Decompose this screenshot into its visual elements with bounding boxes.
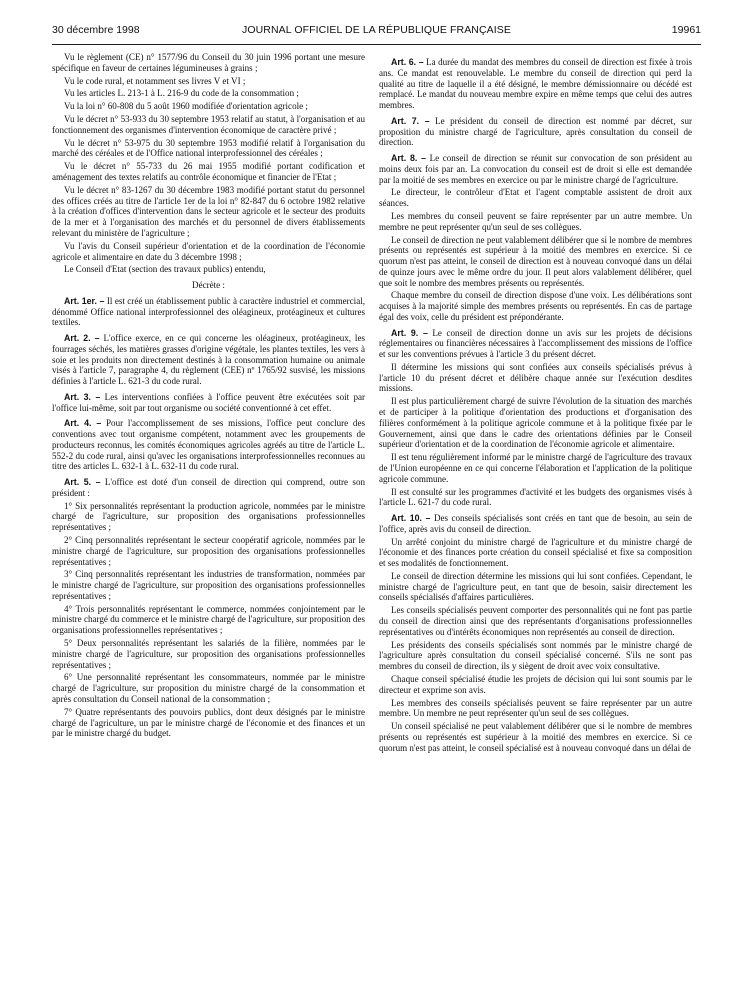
paragraph <box>379 605 692 637</box>
paragraph-text: Un arrêté conjoint du ministre chargé de l'agriculture et du ministre chargé de l'économie et des finances porte création du conseil spécialisé et fixe sa composition et ses modalités de fonctionnement. <box>379 536 692 569</box>
article-paragraph <box>379 57 692 111</box>
paragraph-text: Les interventions confiées à l'office peuvent être exécutées soit par l'office lui-même, soit par tout organisme ou société conventionné à cet effet. <box>52 391 365 413</box>
paragraph <box>52 241 365 263</box>
paragraph-text: Le directeur, le contrôleur d'Etat et l'agent comptable assistent de droit aux séances. <box>379 187 692 209</box>
paragraph <box>52 88 365 99</box>
paragraph <box>52 76 365 87</box>
journal-title: JOURNAL OFFICIEL DE LA RÉPUBLIQUE FRANÇAISE <box>242 24 511 36</box>
paragraph-text: Vu le décret n° 53-933 du 30 septembre 1953 relatif au statut, à l'organisation et au fonctionnement des organismes d'intervention économique de caractère privé ; <box>52 114 365 135</box>
paragraph-text: Le conseil de direction donne un avis sur les projets de décisions réglementaires ou financières nécessaires à l'accomplissement des missions de l'office et sur les conventions prévues à l'article 3 du présent décret. <box>379 327 692 360</box>
paragraph-text: 2° Cinq personnalités représentant le secteur coopératif agricole, nommées par le ministre chargé de l'agriculture, sur proposition des organisations professionnelles représentatives ; <box>52 535 365 567</box>
article-number: Art. 2. – <box>64 333 100 344</box>
paragraph <box>379 674 692 696</box>
paragraph-text: Vu la loi n° 60-808 du 5 août 1960 modifiée d'orientation agricole ; <box>64 101 308 112</box>
header-rule <box>52 44 701 45</box>
article-number: Art. 7. – <box>391 115 430 126</box>
article-paragraph <box>379 328 692 360</box>
article-number: Art. 4. – <box>64 418 102 429</box>
paragraph-text: Il est plus particulièrement chargé de suivre l'évolution de la situation des marchés et de participer à la politique d'orientation des productions et d'organisation des filières conformément à la politique agricole commune et à la politique fixée par le Gouvernement, ainsi que dans le cadre des orientations définies par le Conseil supérieur d'orientation et de la coordination de l'économie agricole et alimentaire. <box>379 396 692 450</box>
article-paragraph <box>379 513 692 535</box>
paragraph-text: Le conseil de direction se réunit sur convocation de son président au moins deux fois par an. La convocation du conseil est de droit si elle est demandée par la moitié de ses membres en exercice ou par le ministre chargé de l'agriculture. <box>379 153 692 185</box>
paragraph <box>52 535 365 567</box>
article-paragraph <box>52 477 365 499</box>
paragraph <box>52 707 365 739</box>
paragraph <box>379 640 692 672</box>
article-number: Art. 10. – <box>391 513 431 523</box>
paragraph <box>379 396 692 450</box>
paragraph-text: 6° Une personnalité représentant les consommateurs, nommée par le ministre chargé de l'agriculture, sur proposition du ministre chargé de la consommation et après consultation du Conseil national de la consommation ; <box>52 672 365 704</box>
paragraph-text: Pour l'accomplissement de ses missions, l'office peut conclure des conventions avec tout organisme compétent, notamment avec les groupements de producteurs reconnus, les comités économiques agricoles agréés au titre de l'article L. 552-2 du code rural, ainsi qu'avec les organisations interprofessionnelles reconnues au titre des articles L. 632-1 à L. 632-11 du code rural. <box>52 418 365 472</box>
article-number: Art. 6. – <box>391 57 424 67</box>
paragraph <box>379 721 692 753</box>
paragraph-text: Vu le décret n° 55-733 du 26 mai 1955 modifié portant codification et aménagement des textes relatifs au contrôle économique et financier de l'Etat ; <box>52 161 365 183</box>
paragraph <box>52 501 365 533</box>
paragraph-text: Le président du conseil de direction est nommé par décret, sur proposition du ministre chargé de l'agriculture, après consultation du conseil de direction. <box>379 115 692 148</box>
article-paragraph <box>52 333 365 387</box>
paragraph <box>52 264 365 275</box>
article-number: Art. 5. – <box>64 477 101 488</box>
paragraph-text: Décrète : <box>192 280 225 291</box>
article-number: Art. 1er. – <box>64 295 105 306</box>
paragraph <box>379 187 692 209</box>
article-paragraph <box>379 116 692 148</box>
paragraph <box>52 672 365 704</box>
paragraph <box>52 114 365 136</box>
paragraph-text: Les conseils spécialisés peuvent comporter des personnalités qui ne font pas partie du conseil de direction ainsi que des représentants d'organisations professionnelles représentatives ou d'intérêts économiques non représentés au conseil de direction. <box>379 605 692 637</box>
paragraph-text: Chaque membre du conseil de direction dispose d'une voix. Les délibérations sont acquises à la majorité simple des membres présents ou représentés. En cas de partage égal des voix, celle du président est prépondérante. <box>379 290 692 322</box>
article-paragraph <box>52 392 365 414</box>
paragraph-text: Il est consulté sur les programmes d'activité et les budgets des organismes visés à l'article L. 621-7 du code rural. <box>379 486 692 508</box>
right-column <box>379 52 692 756</box>
paragraph-text: 4° Trois personnalités représentant le commerce, nommées conjointement par le ministre chargé du commerce et le ministre chargé de l'agriculture, sur proposition des organisations professionnelles représentatives ; <box>52 603 365 636</box>
publication-date: 30 décembre 1998 <box>52 24 140 36</box>
paragraph <box>52 161 365 183</box>
paragraph-text: Vu le code rural, et notamment ses livres V et VI ; <box>64 75 246 86</box>
paragraph-text: Le conseil de direction détermine les missions qui lui sont confiées. Cependant, le ministre chargé de l'agriculture peut, en tant que de besoin, saisir directement les conseils spécialisés d'affaires particulières. <box>379 570 692 603</box>
paragraph-text: 5° Deux personnalités représentant les salariés de la filière, nommées par le ministre chargé de l'agriculture, sur proposition des organisations professionnelles représentatives ; <box>52 638 365 670</box>
paragraph-text: Un conseil spécialisé ne peut valablement délibérer que si le nombre de membres présents ou représentés est supérieur à la moitié des membres en exercice. Si ce quorum n'est pas atteint, le conseil spécialisé est à nouveau convoqué dans un délai de <box>379 721 692 753</box>
paragraph-text: Vu le décret n° 53-975 du 30 septembre 1953 modifié relatif à l'organisation du marché des céréales et de l'Office national interprofessionnel des céréales ; <box>52 137 365 159</box>
paragraph <box>379 362 692 394</box>
paragraph <box>379 698 692 720</box>
paragraph <box>379 235 692 289</box>
paragraph-text: 1° Six personnalités représentant la production agricole, nommées par le ministre chargé de l'agriculture, sur proposition des organisations professionnelles représentatives ; <box>52 500 365 533</box>
paragraph <box>52 280 365 291</box>
paragraph-text: Vu le règlement (CE) n° 1577/96 du Conseil du 30 juin 1996 portant une mesure spécifique en faveur de certaines légumineuses à grains ; <box>52 52 365 73</box>
paragraph-text: La durée du mandat des membres du conseil de direction est fixée à trois ans. Ce mandat est renouvelable. Le membre du conseil de direction qui perd la qualité au titre de laquelle il a été désigné, le membre démissionnaire ou décédé est remplacé. Le mandat du nouveau membre expire en même temps que celui des autres membres. <box>379 57 692 110</box>
paragraph-text: Il détermine les missions qui sont confiées aux conseils spécialisés prévus à l'article 10 du présent décret et délibère chaque année sur l'exécution desdites missions. <box>379 361 692 394</box>
article-number: Art. 8. – <box>391 153 426 163</box>
paragraph-text: Vu les articles L. 213-1 à L. 216-9 du code de la consommation ; <box>64 88 299 99</box>
page-header <box>52 24 701 42</box>
paragraph-text: Des conseils spécialisés sont créés en tant que de besoin, au sein de l'office, après avis du conseil de direction. <box>379 513 692 534</box>
paragraph <box>52 569 365 601</box>
paragraph <box>52 604 365 636</box>
paragraph <box>379 571 692 603</box>
paragraph <box>52 638 365 670</box>
paragraph-text: 3° Cinq personnalités représentant les industries de transformation, nommées par le ministre chargé de l'agriculture, sur proposition des organisations professionnelles représentatives ; <box>52 569 365 601</box>
paragraph-text: Chaque conseil spécialisé étudie les projets de décision qui lui sont soumis par le directeur et exprime son avis. <box>379 673 692 695</box>
paragraph-text: Les présidents des conseils spécialisés sont nommés par le ministre chargé de l'agriculture après consultation du conseil spécialisé concerné. S'ils ne sont pas membres du conseil de direction, ils y siègent de droit avec voix consultative. <box>379 639 692 672</box>
paragraph <box>379 452 692 484</box>
paragraph-text: Le conseil de direction ne peut valablement délibérer que si le nombre de membres présents ou représentés est supérieur à la moitié des membres en exercice. Si ce quorum n'est pas atteint, le conseil de direction est à nouveau convoqué dans un délai de quinze jours avec le même ordre du jour. Il peut alors valablement délibérer, quel que soit le nombre des membres présents ou représentés. <box>379 234 692 288</box>
paragraph-text: Vu l'avis du Conseil supérieur d'orientation et de la coordination de l'économie agricole et alimentaire en date du 3 décembre 1998 ; <box>52 240 365 262</box>
paragraph-text: Les membres des conseils spécialisés peuvent se faire représenter par un autre membre. Un membre ne peut représenter qu'un seul de ses collègues. <box>379 697 692 719</box>
paragraph-text: Il est tenu régulièrement informé par le ministre chargé de l'agriculture des travaux de l'Union européenne en ce qui concerne l'élaboration et l'application de la politique agricole commune. <box>379 452 692 484</box>
paragraph-text: Vu le décret n° 83-1267 du 30 décembre 1983 modifié portant statut du personnel des offices créés au titre de l'article 1er de la loi n° 82-847 du 6 octobre 1982 relative à la création d'offices d'intervention dans le secteur agricole et le secteur des produits de la mer et à l'organisation des marchés et du personnel de divers établissements relevant du ministère de l'agriculture ; <box>52 184 365 238</box>
paragraph <box>52 138 365 160</box>
article-paragraph <box>52 418 365 472</box>
left-column <box>52 52 365 741</box>
paragraph <box>379 290 692 322</box>
article-paragraph <box>52 296 365 328</box>
paragraph <box>379 487 692 509</box>
paragraph <box>379 211 692 233</box>
paragraph-text: L'office est doté d'un conseil de direction qui comprend, outre son président : <box>52 477 365 498</box>
paragraph <box>52 52 365 74</box>
paragraph <box>52 185 365 239</box>
paragraph-text: Il est créé un établissement public à caractère industriel et commercial, dénommé Office national interprofessionnel des oléagineux, protéagineux et cultures textiles. <box>52 295 365 328</box>
paragraph <box>379 537 692 569</box>
page-number: 19961 <box>671 24 701 36</box>
article-paragraph <box>379 153 692 185</box>
paragraph-text: Le Conseil d'Etat (section des travaux publics) entendu, <box>64 264 266 275</box>
article-number: Art. 9. – <box>391 327 428 338</box>
paragraph <box>52 101 365 112</box>
article-number: Art. 3. – <box>64 391 101 402</box>
paragraph-text: Les membres du conseil peuvent se faire représenter par un autre membre. Un membre ne peut représenter qu'un seul de ses collègues. <box>379 210 692 232</box>
paragraph-text: L'office exerce, en ce qui concerne les oléagineux, protéagineux, les fourrages séchés, les matières grasses d'origine végétale, les plantes textiles, les vers à soie et les produits non directement destinés à la consommation humaine ou animale visés à l'article 7, paragraphe 4, du règlement (CEE) nº 1765/92 susvisé, les missions définies à l'article L. 621-3 du code rural. <box>52 333 365 387</box>
paragraph-text: 7° Quatre représentants des pouvoirs publics, dont deux désignés par le ministre chargé de l'agriculture, un par le ministre chargé de l'économie et des finances et un par le ministre chargé du budget. <box>52 706 365 739</box>
